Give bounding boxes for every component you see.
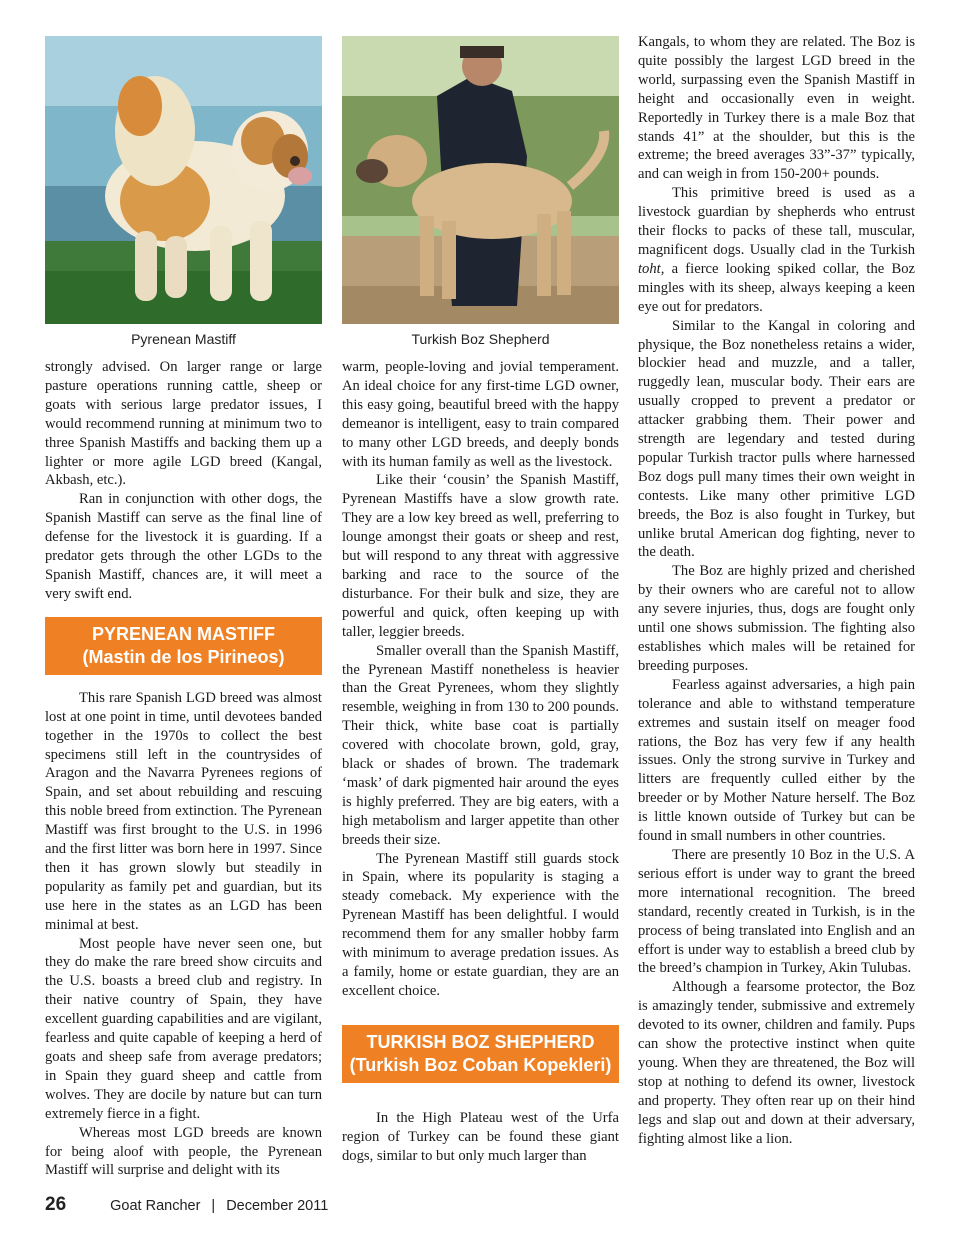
section-heading-subtitle: (Turkish Boz Coban Kopekleri): [349, 1054, 612, 1075]
section-heading-title: TURKISH BOZ SHEPHERD: [366, 1031, 595, 1052]
paragraph: Kangals, to whom they are related. The Boz is quite possibly the largest LGD breed in the world, surpassing even the Spanish Mastiff in height and occasionally even in weight. Reportedly in Turkey there is a male Boz that stands 41” at the shoulder, but this is the extreme; the breed averages 33”-37” typically, and can weigh in from 150-200+ pounds.: [638, 34, 915, 183]
paragraph: Whereas most LGD breeds are known for being aloof with people, the Pyrenean Mastiff will surprise and delight with its: [45, 1124, 322, 1179]
article-column-2-continued: [342, 1109, 619, 1166]
paragraph: Ran in conjunction with other dogs, the Spanish Mastiff can serve as the final line of defense for the livestock it is guarding. If a predator gets through the other LGDs to the Spanish Mastiff, chances are, it will meet a very swift end.: [45, 491, 322, 602]
column-3: [638, 33, 915, 1148]
photo-caption: Turkish Boz Shepherd: [411, 331, 550, 347]
paragraph: Similar to the Kangal in coloring and physique, the Boz nonetheless retains a wider, blockier head and muzzle, and a taller, ruggedly lean, muscular body. Their ears are usually cropped to prevent a predator or attacker grabbing them. Their power and strength are legendary and tested during popular Turkish tractor pulls where harnessed Boz dogs pull many times their own weight in contests. Like many other primitive LGD breeds, the Boz is also fought in Turkey, but unlike brutal American dog fighting, never to the death.: [638, 317, 915, 561]
paragraph: There are presently 10 Boz in the U.S. A serious effort is under way to grant the breed more international recognition. The breed standard, recently created in Turkish, is in the process of being translated into English and an effort is under way to establish a breed club by the breed’s champion in Turkey, Akin Tulubas.: [638, 846, 915, 977]
paragraph: [638, 184, 915, 316]
footer-separator: |: [211, 1198, 216, 1214]
article-column-1: [45, 358, 322, 604]
paragraph: Smaller overall than the Spanish Mastiff, the Pyrenean Mastiff nonetheless is heavier than the Great Pyrenees, whom they slightly resemble, weighing in from 130 to 200 pounds. Their thick, white base coat is partially covered with chocolate brown, gold, gray, black or shades of brown. The trademark ‘mask’ of dark pigmented hair around the eyes is highly preferred. They are big eaters, with a high metabolism and larger appetite than other breeds their size.: [342, 642, 619, 848]
section-heading-title: PYRENEAN MASTIFF: [91, 623, 275, 644]
page-footer: [45, 1194, 328, 1218]
paragraph: The Pyrenean Mastiff still guards stock in Spain, where its popularity is staging a steady comeback. My experience with the Pyrenean Mastiff has been delightful. I would recommend them for any smaller hobby farm with minimum to average predation issues. As a family, home or estate guardian, they are an excellent choice.: [342, 850, 619, 999]
paragraph-text: a fierce looking spiked collar, the Boz mingles with its sheep, always keeping a keen eye out for predators.: [638, 260, 915, 315]
paragraph: The Boz are highly prized and cherished by their owners who are careful not to allow any severe injuries, thus, dogs are fought only until one shows submission. The fighting also establishes which males will be retained for breeding purposes.: [638, 563, 915, 674]
paragraph: Most people have never seen one, but they do make the rare breed show circuits and the U.S. boasts a breed club and registry. In their native country of Spain, they have excellent guarding capabilities and are vigilant, fearless and quite capable of keeping a herd of goats and sheep safe from average predators; in Spain they guard sheep and cattle from wolves. They are docile by nature but can turn extremely fierce in a fight.: [45, 935, 322, 1122]
article-column-3: [638, 33, 915, 1148]
article-column-2: [342, 358, 619, 1001]
paragraph: Like their ‘cousin’ the Spanish Mastiff, Pyrenean Mastiffs have a slow growth rate. They are a low key breed as well, preferring to lounge amongst their goats or sheep and rest, but will respond to any threat with aggressive barking and race to the source of the disturbance. For their bulk and size, they are powerful and quick, often keeping up with taller, leggier breeds.: [342, 472, 619, 640]
section-heading-turkish-boz: [342, 1025, 619, 1083]
turkish-boz-photo: [342, 36, 619, 324]
paragraph: Although a fearsome protector, the Boz is amazingly tender, submissive and extremely devoted to its owner, children and family. Pups can show the protective instinct when quite young. When they are threatened, the Boz will stop at nothing to defend its owner, livestock and property. They often rear up on their hind legs and slap out and down at their adversary, fighting almost like a lion.: [638, 979, 915, 1147]
issue-date: December 2011: [226, 1198, 329, 1214]
italic-term: toht,: [638, 260, 665, 277]
photo-caption: Pyrenean Mastiff: [131, 331, 236, 347]
turkish-boz-image: [342, 36, 619, 324]
column-2: [342, 36, 619, 1166]
article-column-1-continued: [45, 689, 322, 1181]
paragraph: Fearless against adversaries, a high pain tolerance and able to withstand temperature extremes and sustain itself on meager food rations, the Boz has very few if any health issues. Only the strong survive in Turkey and litters are frequently culled either by the breeder or by Mother Nature herself. The Boz is little known outside of Turkey but can be found in small numbers in other countries.: [638, 676, 915, 845]
paragraph: warm, people-loving and jovial temperament. An ideal choice for any first-time LGD owner, this easy going, beautiful breed with the happy demeanor is intelligent, easy to train compared to many other LGD breeds, and deeply bonds with its human family as well as the livestock.: [342, 359, 619, 470]
pyrenean-mastiff-image: [45, 36, 322, 324]
paragraph: In the High Plateau west of the Urfa region of Turkey can be found these giant dogs, similar to but only much larger than: [342, 1109, 619, 1164]
section-heading-pyrenean-mastiff: [45, 617, 322, 675]
column-1: [45, 36, 322, 1180]
section-heading-subtitle: (Mastin de los Pirineos): [82, 646, 285, 667]
paragraph: This rare Spanish LGD breed was almost lost at one point in time, until devotees banded together in the 1970s to collect the best specimens still left in the countrysides of Aragon and the Navarra Pyrenees regions of Spain, and set about rebuilding and rescuing this noble breed from extinction. The Pyrenean Mastiff was first brought to the U.S. in 1996 and the first litter was born here in 1997. Since then it has grown slowly but steadily in popularity as family pet and guardian, but its use here in the states as an LGD has been minimal at best.: [45, 689, 322, 933]
paragraph: strongly advised. On larger range or large pasture operations running cattle, sheep or goats with serious large predator issues, I would recommend running at minimum two to three Spanish Mastiffs and backing them up a lighter or more agile LGD breed (Kangal, Akbash, etc.).: [45, 359, 322, 489]
page-number: 26: [45, 1194, 67, 1215]
pyrenean-mastiff-photo: [45, 36, 322, 324]
paragraph-text: This primitive breed is used as a livestock guardian by shepherds who entrust their flocks to packs of these tall, muscular, magnificent dogs. Usually clad in the Turkish: [638, 185, 915, 258]
publication-name: Goat Rancher: [110, 1198, 201, 1214]
